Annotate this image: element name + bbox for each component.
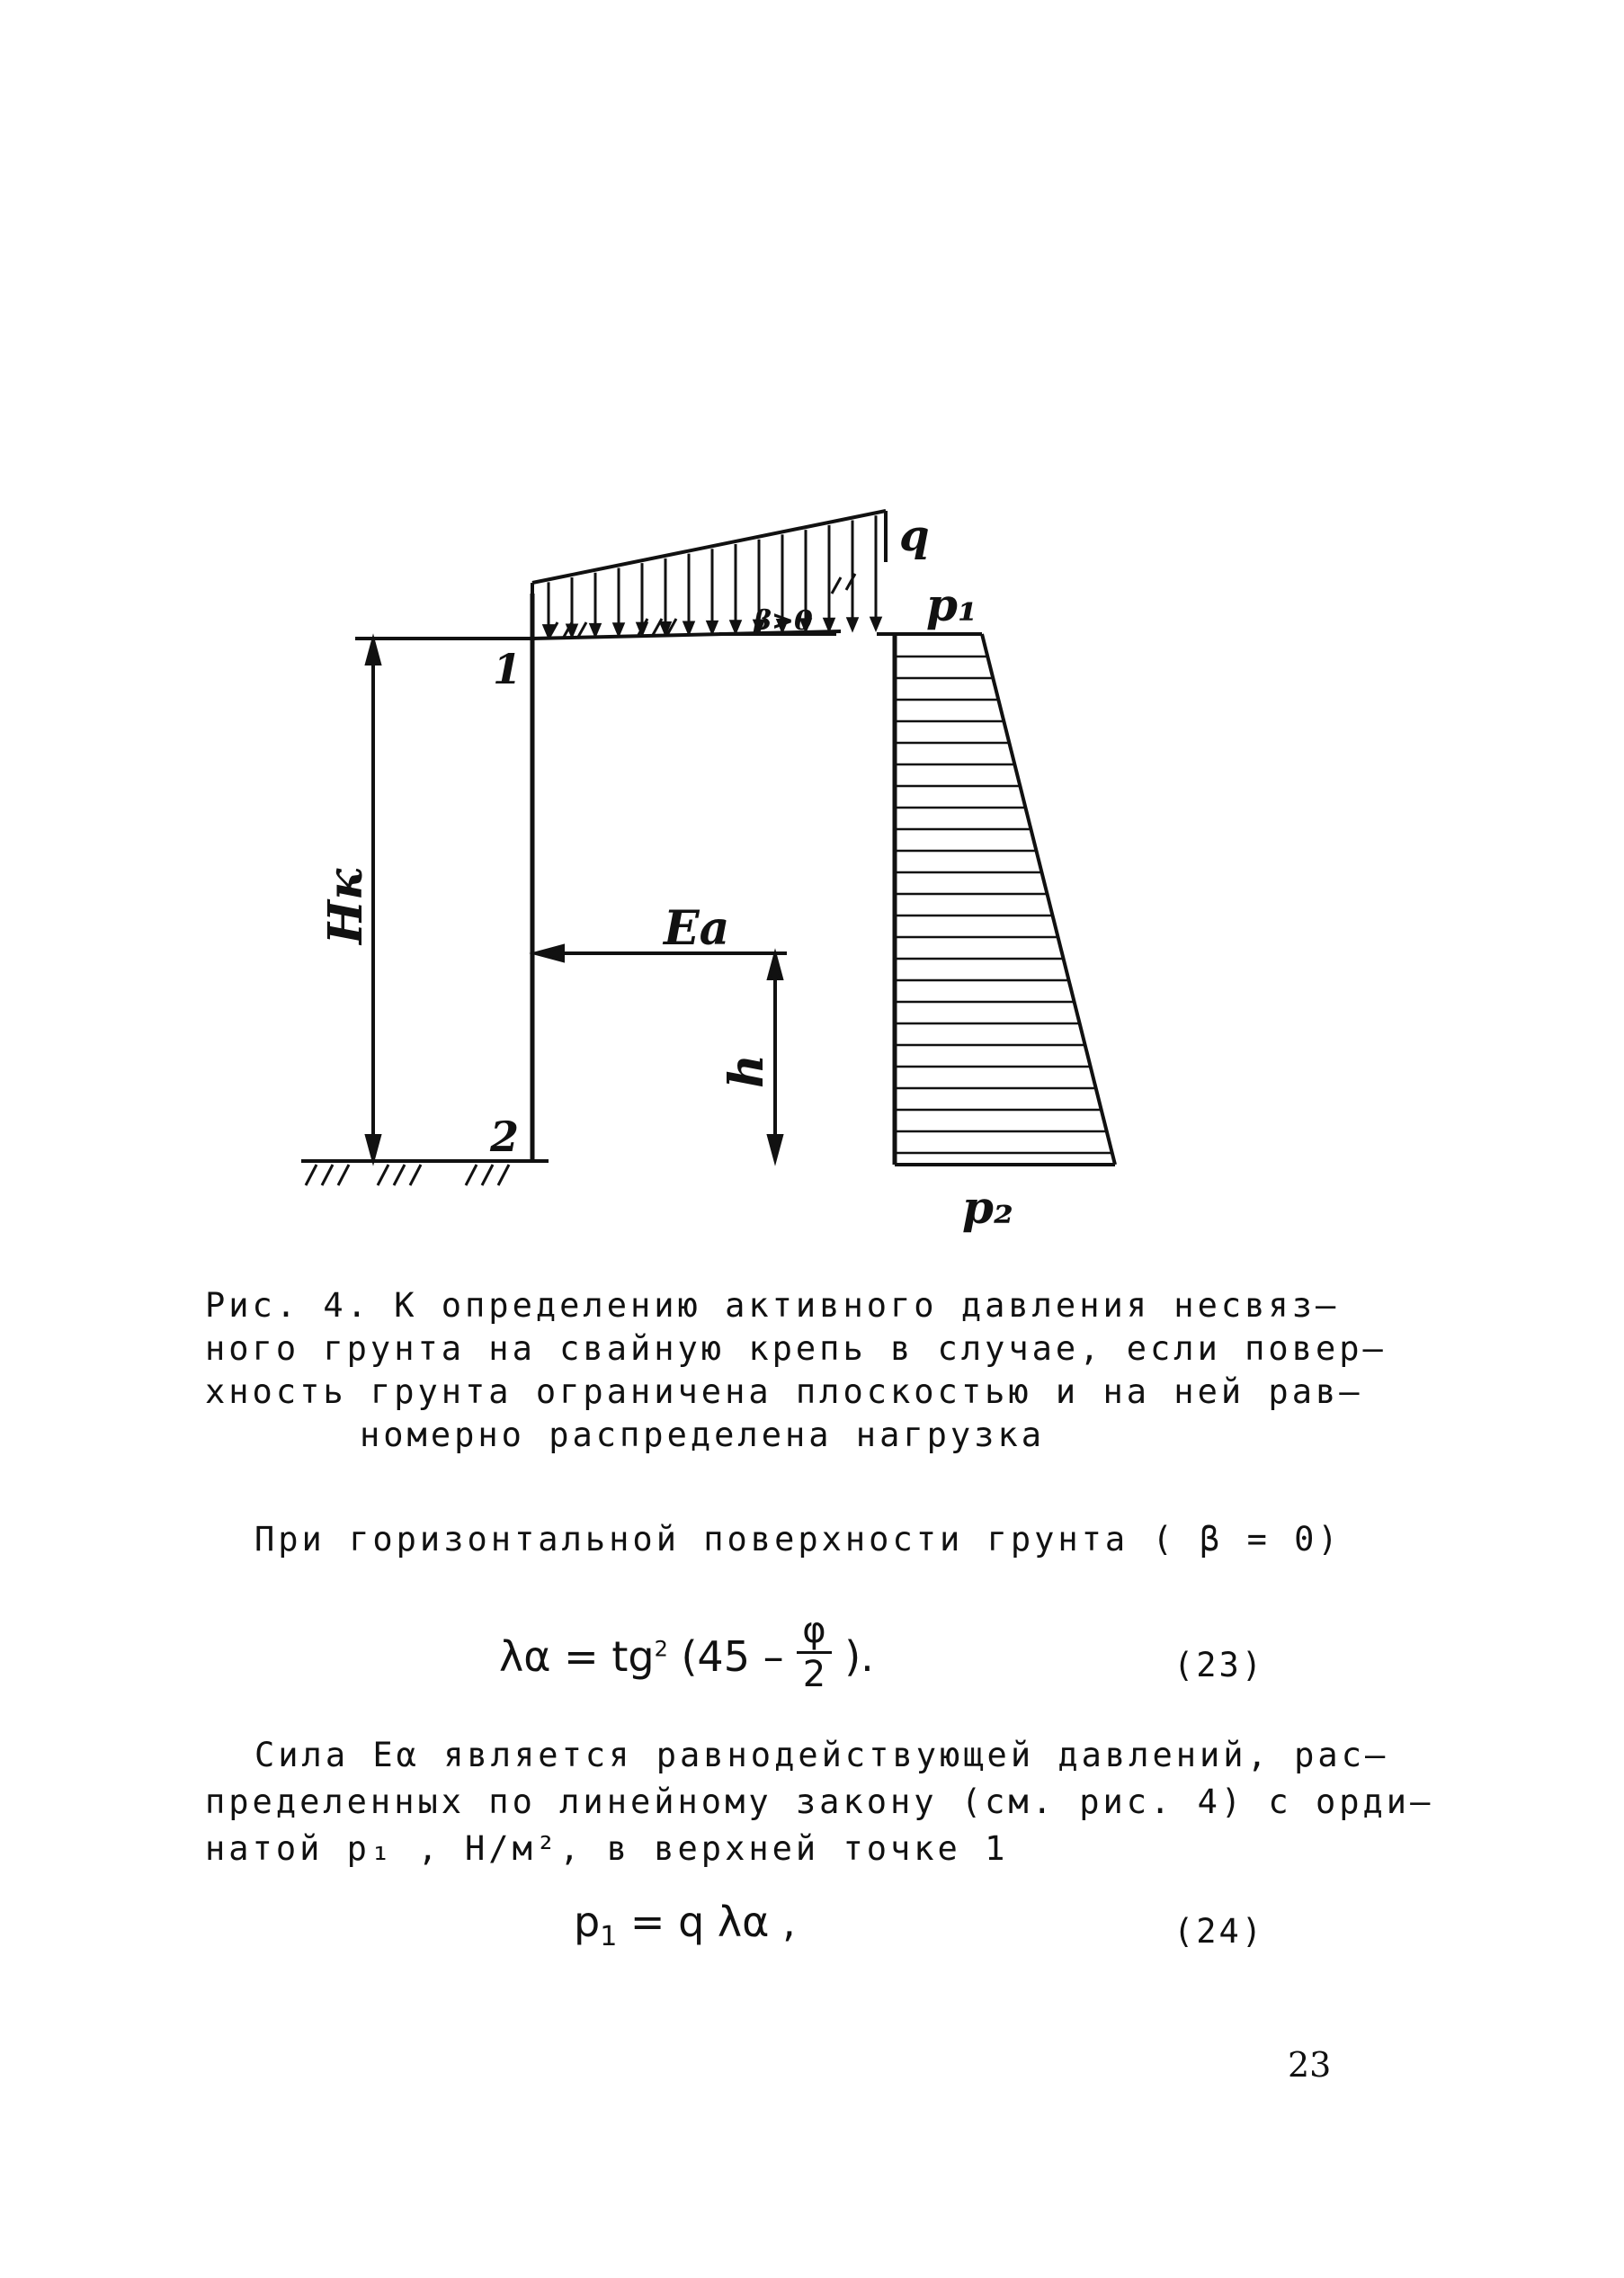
label-hk: Hк [318, 868, 373, 944]
load-arrowhead [684, 622, 693, 633]
label-point-2: 2 [490, 1112, 520, 1161]
load-arrowhead [848, 619, 857, 630]
page-number: 23 [1288, 2045, 1332, 2085]
equation-number-24: (24) [1173, 1912, 1265, 1951]
force-text-line-1: Сила Eα является равнодействующей давлений, рас– [254, 1736, 1389, 1774]
formula-23-power: 2 [654, 1636, 668, 1662]
label-beta-condition: β>0 [754, 605, 813, 637]
hk-arrow-top [367, 640, 379, 664]
load-arrowhead [591, 624, 600, 635]
formula-23-denominator: 2 [802, 1654, 826, 1695]
formula-24-subscript: 1 [600, 1921, 618, 1952]
load-arrowhead [871, 618, 880, 629]
label-p1: p₁ [926, 578, 977, 631]
label-h: h [719, 1054, 774, 1088]
figure-caption [205, 1284, 1387, 1457]
horizontal-surface-text: При горизонтальной поверхности грунта ( β = 0) [254, 1520, 1342, 1559]
h-arrow-bottom [769, 1136, 781, 1159]
caption-line-3: хность грунта ограничена плоскостью и на ней рав– [205, 1372, 1363, 1411]
force-text-line-3: натой p₁ , Н/м², в верхней точке 1 [205, 1829, 1009, 1868]
formula-23-open: (45 – [681, 1632, 784, 1681]
formula-24 [574, 1898, 796, 1952]
load-top-line [532, 511, 886, 583]
pressure-slope-line [982, 634, 1115, 1165]
formula-23 [499, 1610, 874, 1702]
hk-arrow-bottom [367, 1136, 379, 1159]
label-ea: Ea [664, 901, 730, 956]
formula-23-lhs: λα [499, 1632, 551, 1681]
formula-24-rhs: = q λα , [629, 1898, 796, 1946]
caption-line-2: ного грунта на свайную крепь в случае, если повер– [205, 1329, 1387, 1368]
force-text-line-2: пределенных по линейному закону (см. рис. 4) с орди– [205, 1782, 1434, 1821]
pressure-hatching [897, 657, 1112, 1153]
load-arrowhead [708, 621, 717, 632]
formula-23-numerator: φ [797, 1610, 831, 1654]
ea-force-arrowhead [536, 946, 563, 960]
load-arrowhead [731, 621, 740, 632]
formula-24-p: p [574, 1898, 601, 1946]
load-arrowhead [567, 625, 576, 636]
load-arrows [544, 515, 880, 636]
load-arrowhead [614, 624, 623, 635]
formula-23-eq: = tg [564, 1632, 655, 1681]
ground-hatching [306, 1165, 509, 1185]
label-q: q [899, 511, 930, 561]
label-point-1: 1 [493, 645, 522, 693]
formula-23-close: ). [844, 1632, 874, 1681]
load-arrowhead [825, 619, 834, 630]
caption-line-4: номерно распределена нагрузка [360, 1416, 1046, 1454]
equation-number-23: (23) [1173, 1646, 1265, 1684]
h-arrow-top [769, 955, 781, 978]
caption-line-1: Рис. 4. К определению активного давления несвяз– [205, 1286, 1340, 1325]
formula-23-fraction [797, 1610, 831, 1695]
label-p2: p₂ [962, 1181, 1013, 1234]
